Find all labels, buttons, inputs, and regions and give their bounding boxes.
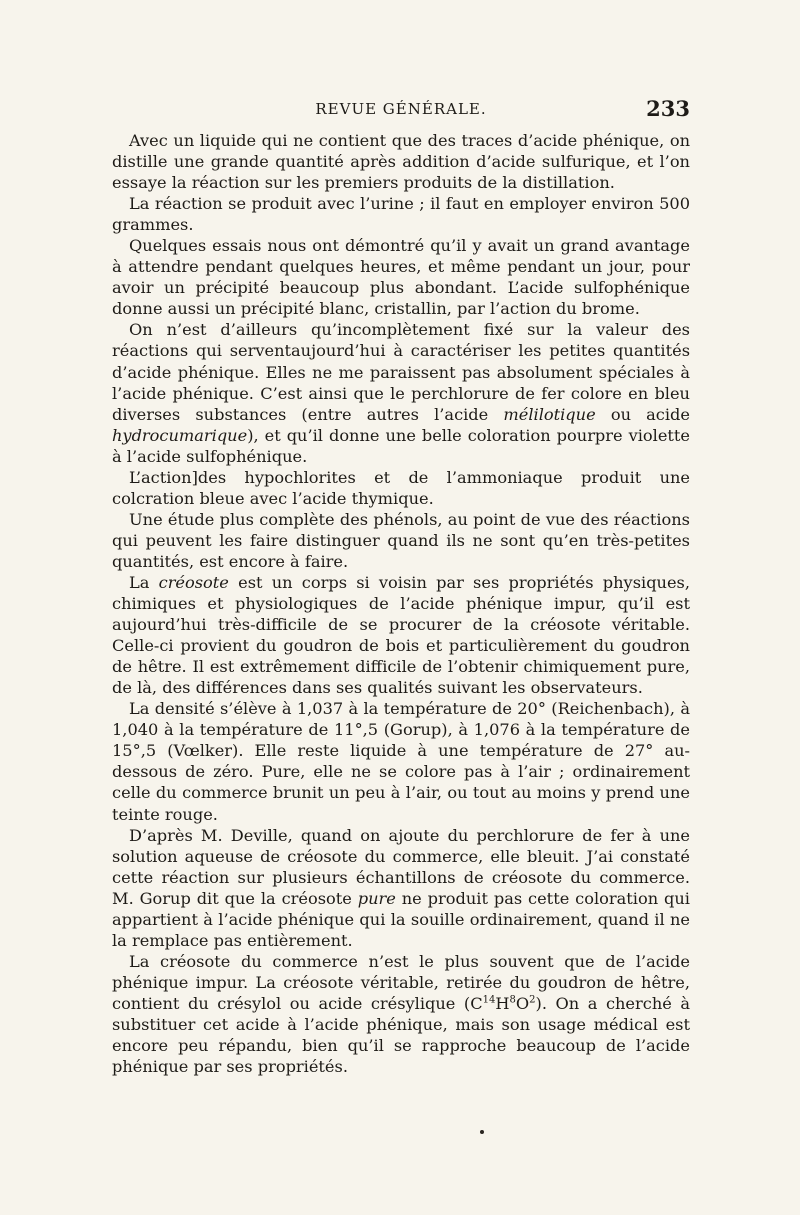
formula-superscript: 8 <box>509 994 516 1006</box>
text-run: ou acide <box>595 404 690 424</box>
print-speck <box>480 1130 484 1134</box>
paragraph-deville <box>112 825 690 951</box>
running-title: REVUE GÉNÉRALE. <box>315 100 487 118</box>
page-header <box>112 96 690 130</box>
paragraph-density: La densité s’élève à 1,037 à la température de 20° (Reichenbach), à 1,040 à la température de 11°,5 (Gorup), à 1,076 à la température de 15°,5 (Vœlker). Elle reste liquide à une température de 27° au-dessous de zéro. Pure, elle ne se colore pas à l’air ; ordinairement celle du commerce brunit un peu à l’air, ou tout au moins y prend une teinte rouge. <box>112 699 690 824</box>
text-run: H <box>495 993 510 1013</box>
italic-term-hydrocumarique: hydrocumarique <box>112 425 248 445</box>
text-run: ), et qu’il donne une belle coloration pourpre violette à l’acide sulfophénique. <box>112 425 690 466</box>
formula-superscript: 14 <box>482 994 496 1006</box>
italic-term-melilotique: mélilotique <box>503 404 596 424</box>
page-number: 233 <box>646 96 690 121</box>
paragraph-creosote <box>112 572 690 698</box>
paragraph-reactions <box>112 319 690 466</box>
paragraph-phenols: Une étude plus complète des phénols, au point de vue des réactions qui peuvent les faire distinguer quand ils ne sont qu’en très-petites quantités, est encore à faire. <box>112 509 690 571</box>
text-run: O <box>515 993 530 1013</box>
text-run: La créosote du commerce n’est le plus souvent que de l’acide phénique impur. La créosote véritable, retirée du goudron de hêtre, contient du crésylol ou acide crésylique (C <box>112 951 690 1013</box>
paragraph-precipitate: Quelques essais nous ont démontré qu’il y avait un grand avantage à attendre pendant quelques heures, et même pendant un jour, pour avoir un précipité beaucoup plus abondant. L’acide sulfophénique donne aussi un précipité blanc, cristallin, par l’action du brome. <box>112 236 690 319</box>
body-text <box>112 130 690 1077</box>
text-run: D’après M. Deville, quand on ajoute du perchlorure de fer à une solution aqueuse de créosote du commerce, elle bleuit. J’ai constaté cette réaction sur plusieurs échantillons de créosote du commerce. M. Gorup dit que la créosote <box>112 825 690 908</box>
text-run: ). On a cherché à substituer cet acide à l’acide phénique, mais son usage médical est encore peu répandu, bien qu’il se rapproche beaucoup de l’acide phénique par ses propriétés. <box>112 993 691 1077</box>
text-run: La <box>129 572 159 592</box>
paragraph-commerce-creosote <box>112 951 690 1077</box>
text-run: est un corps si voisin par ses propriétés physiques, chimiques et physiologiques de l’acide phénique impur, qu’il est aujourd’hui très-difficile de se procurer de la créosote véritable. Celle-ci provient du goudron de bois et particulièrement du goudron de hêtre. Il est extrêmement difficile de l’obtenir chimiquement pure, de là, des différences dans ses qualités suivant les observateurs. <box>112 572 691 698</box>
paragraph-urine: La réaction se produit avec l’urine ; il faut en employer environ 500 grammes. <box>112 194 690 235</box>
paragraph-hypochlorites: L’action]des hypochlorites et de l’ammoniaque produit une colcration bleue avec l’acide thymique. <box>112 467 690 508</box>
text-run: ne produit pas cette coloration qui appartient à l’acide phénique qui la souille ordinairement, quand il ne la remplace pas entièrement. <box>112 888 690 950</box>
text-run: On n’est d’ailleurs qu’incomplètement fixé sur la valeur des réactions qui serventaujourd’hui à caractériser les petites quantités d’acide phénique. Elles ne me paraissent pas absolument spéciales à l’acide phénique. C’est ainsi que le perchlorure de fer colore en bleu diverses substances (entre autres l’acide <box>112 320 690 424</box>
italic-term-creosote: créosote <box>158 572 229 592</box>
paragraph-distillation: Avec un liquide qui ne contient que des traces d’acide phénique, on distille une grande quantité après addition d’acide sulfurique, et l’on essaye la réaction sur les premiers produits de la distillation. <box>112 131 690 193</box>
formula-superscript: 2 <box>529 994 536 1006</box>
italic-term-pure: pure <box>357 888 396 908</box>
